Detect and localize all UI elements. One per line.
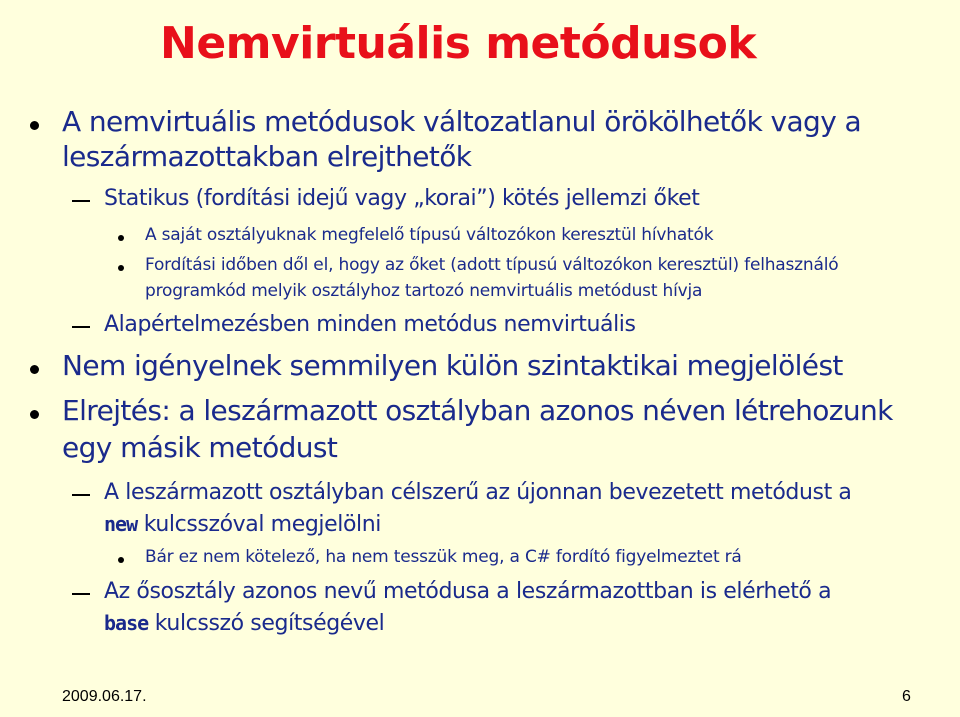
sub-bullet-dash <box>72 326 90 328</box>
sub-bullet-dash <box>72 200 90 202</box>
bullet-1-1-1: A saját osztályuknak megfelelő típusú változókon keresztül hívhatók <box>145 225 714 245</box>
bullet-3-1-line-2 <box>104 512 381 537</box>
bullet-3-2-line-1: Az ősosztály azonos nevű metódusa a leszármazottban is elérhető a <box>104 579 832 604</box>
sub-bullet-dash <box>72 593 90 595</box>
bullet-3-2-line-2-rest: kulcsszó segítségével <box>148 611 385 636</box>
bullet-dot <box>30 410 39 419</box>
sub-sub-bullet-dot <box>118 265 124 271</box>
footer-date: 2009.06.17. <box>62 688 147 705</box>
bullet-dot <box>30 121 39 130</box>
bullet-1-1: Statikus (fordítási idejű vagy „korai”) kötés jellemzi őket <box>104 186 700 211</box>
sub-sub-bullet-dot <box>118 557 124 563</box>
bullet-1-line-2: leszármazottakban elrejthetők <box>62 140 472 173</box>
bullet-3-1-1: Bár ez nem kötelező, ha nem tesszük meg, a C# fordító figyelmeztet rá <box>145 547 742 567</box>
bullet-dot <box>30 365 39 374</box>
footer-page-number: 6 <box>902 688 911 705</box>
bullet-3-1-line-1: A leszármazott osztályban célszerű az újonnan bevezetett metódust a <box>104 480 852 505</box>
bullet-3-line-1: Elrejtés: a leszármazott osztályban azonos néven létrehozunk <box>62 394 893 427</box>
bullet-3-line-2: egy másik metódust <box>62 431 338 464</box>
bullet-1-1-2-line-1: Fordítási időben dől el, hogy az őket (adott típusú változókon keresztül) felhasználó <box>145 255 839 275</box>
keyword-new: new <box>104 512 138 536</box>
bullet-1-2: Alapértelmezésben minden metódus nemvirtuális <box>104 312 636 337</box>
bullet-1-line-1: A nemvirtuális metódusok változatlanul örökölhetők vagy a <box>62 105 862 138</box>
bullet-2: Nem igényelnek semmilyen külön szintaktikai megjelölést <box>62 349 843 382</box>
keyword-base: base <box>104 611 149 635</box>
bullet-3-1-line-2-rest: kulcsszóval megjelölni <box>137 512 381 537</box>
slide-title: Nemvirtuális metódusok <box>160 18 757 69</box>
sub-bullet-dash <box>72 494 90 496</box>
bullet-1-1-2-line-2: programkód melyik osztályhoz tartozó nemvirtuális metódust hívja <box>145 281 703 301</box>
bullet-3-2-line-2 <box>104 611 384 636</box>
sub-sub-bullet-dot <box>118 235 124 241</box>
